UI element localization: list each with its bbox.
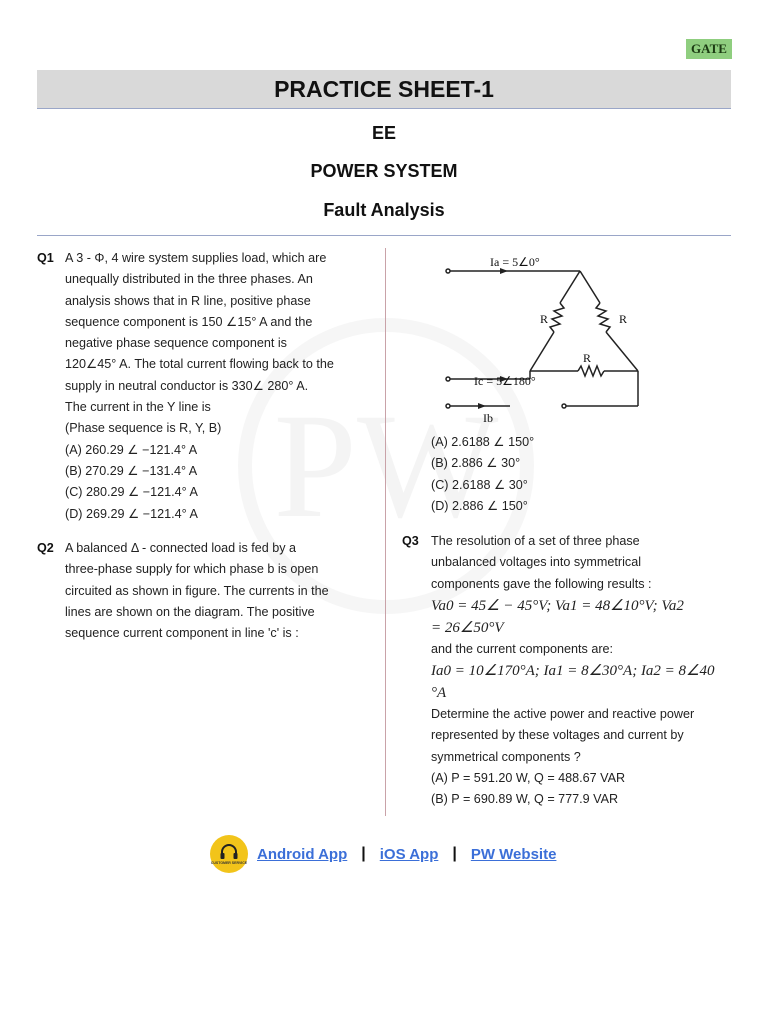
q2-line: circuited as shown in figure. The currents in the (65, 583, 329, 598)
header-rule (37, 235, 731, 236)
q1-line: analysis shows that in R line, positive phase (65, 293, 311, 308)
q3-line: represented by these voltages and current by (431, 728, 684, 743)
footer-separator: | (361, 845, 366, 862)
q2-options (431, 432, 726, 517)
chapter-heading: Fault Analysis (323, 200, 445, 220)
q1-line: 120∠45° A. The total current flowing back to the (65, 357, 334, 372)
r-right-label: R (619, 312, 628, 326)
delta-circuit-diagram (438, 248, 648, 430)
column-divider (385, 248, 386, 816)
q2-line: A balanced Δ - connected load is fed by a (65, 541, 297, 555)
q3-line: unbalanced voltages into symmetrical (431, 555, 642, 570)
ia-label: Ia = 5∠0° (490, 255, 540, 269)
open-terminal (562, 404, 566, 408)
q3-voltage-components-cont: = 26∠50°V (431, 619, 504, 636)
resistor-left (550, 303, 564, 332)
q3-voltage-components: Va0 = 45∠ − 45°V; Va1 = 48∠10°V; Va2 (431, 597, 684, 614)
customer-service-logo (210, 835, 248, 873)
q3-number: Q3 (402, 534, 419, 548)
ic-label: Ic = 5∠180° (474, 374, 536, 388)
q2-number: Q2 (37, 541, 54, 555)
footer-separator: | (452, 845, 457, 862)
resistor-right (596, 303, 610, 332)
q1-line: sequence component is 150 ∠15° A and the (65, 314, 313, 329)
q2-option-c: (C) 2.6188 ∠ 30° (431, 477, 528, 492)
q3-current-components-cont: °A (431, 685, 447, 702)
q1-number: Q1 (37, 251, 54, 265)
q1-line: A 3 - Φ, 4 wire system supplies load, which are (65, 251, 327, 265)
q3-line: The resolution of a set of three phase (431, 534, 640, 548)
r-left-label: R (540, 312, 549, 326)
q3-line: Determine the active power and reactive power (431, 707, 695, 722)
terminal-c (446, 377, 450, 381)
ios-app-link[interactable]: iOS App (379, 845, 439, 863)
terminal-b (446, 404, 450, 408)
q2-option-a: (A) 2.6188 ∠ 150° (431, 435, 535, 449)
pw-website-link[interactable]: PW Website (470, 845, 557, 863)
q3-current-components: Ia0 = 10∠170°A; Ia1 = 8∠30°A; Ia2 = 8∠40 (431, 663, 715, 680)
q2-body (65, 538, 356, 644)
terminal-a (446, 269, 450, 273)
r-bottom-label: R (583, 351, 592, 365)
q1-option-b: (B) 270.29 ∠ −131.4° A (65, 463, 198, 478)
logo-text: CUSTOMER SERVICE (210, 860, 248, 865)
q1-option-a: (A) 260.29 ∠ −121.4° A (65, 442, 198, 457)
q3-option-b: (B) P = 690.89 W, Q = 777.9 VAR (431, 792, 619, 807)
q1-line: supply in neutral conductor is 330∠ 280° A. (65, 378, 309, 393)
q1-option-d: (D) 269.29 ∠ −121.4° A (65, 506, 198, 521)
q1-line: negative phase sequence component is (65, 336, 287, 351)
footer-links (210, 834, 556, 874)
q2-option-b: (B) 2.886 ∠ 30° (431, 456, 521, 471)
q2-line: three-phase supply for which phase b is open (65, 562, 319, 577)
q1-body (65, 248, 356, 525)
q3-line: and the current components are: (431, 641, 614, 656)
q1-line: (Phase sequence is R, Y, B) (65, 421, 222, 436)
arrow-b (478, 403, 486, 409)
ib-label: Ib (483, 411, 493, 425)
q2-line: lines are shown on the diagram. The positive (65, 604, 315, 619)
q1-line: The current in the Y line is (65, 400, 211, 415)
subject-heading: EE (371, 123, 396, 143)
q2-option-d: (D) 2.886 ∠ 150° (431, 498, 528, 513)
q3-line: symmetrical components ? (431, 749, 581, 764)
topic-heading: POWER SYSTEM (310, 161, 458, 181)
resistor-bottom (578, 366, 604, 376)
android-app-link[interactable]: Android App (257, 845, 348, 863)
q1-option-c: (C) 280.29 ∠ −121.4° A (65, 485, 198, 500)
q3-option-a: (A) P = 591.20 W, Q = 488.67 VAR (431, 771, 626, 786)
sheet-title: PRACTICE SHEET-1 (37, 70, 731, 109)
q3-line: components gave the following results : (431, 576, 652, 591)
gate-badge: GATE (686, 39, 732, 59)
q2-line: sequence current component in line 'c' is : (65, 626, 299, 641)
headset-icon (219, 844, 239, 860)
q3-body (431, 531, 721, 811)
q1-line: unequally distributed in the three phases. An (65, 272, 313, 287)
